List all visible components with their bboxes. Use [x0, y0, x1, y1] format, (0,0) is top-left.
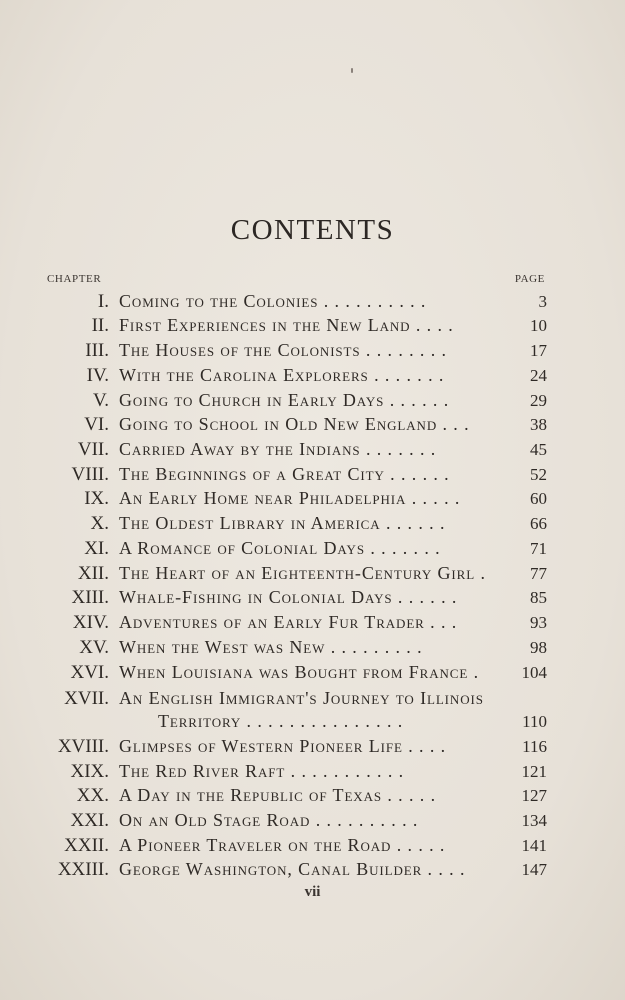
toc-entry [0, 635, 625, 660]
page-title: CONTENTS [230, 214, 395, 246]
chapter-title: A Pioneer Traveler on the Road . . . . . [119, 835, 446, 855]
page-number: 77 [530, 564, 547, 583]
chapter-title: An Early Home near Philadelphia . . . . . [119, 488, 461, 508]
page-number: 17 [530, 341, 547, 360]
chapter-number: XX. [76, 785, 109, 806]
chapter-title-continued: Territory . . . . . . . . . . . . . . . [158, 711, 404, 731]
toc-entry [0, 686, 625, 711]
toc-entry [0, 462, 625, 487]
page-number: 110 [522, 712, 547, 731]
page-number: 52 [530, 465, 547, 484]
chapter-title: Going to School in Old New England . . . [119, 414, 470, 434]
page-number: 141 [521, 836, 547, 855]
page-number: 24 [530, 366, 547, 385]
toc-entry [0, 561, 625, 586]
toc-entry [0, 808, 625, 833]
toc-entry [0, 511, 625, 536]
chapter-title: On an Old Stage Road . . . . . . . . . . [119, 810, 419, 830]
chapter-number: XXII. [64, 835, 109, 856]
chapter-number: XXIII. [57, 859, 109, 880]
chapter-title: Whale-Fishing in Colonial Days . . . . . . [119, 587, 458, 607]
page-number: 45 [530, 440, 547, 459]
chapter-number: VI. [84, 414, 109, 435]
chapter-title: The Houses of the Colonists . . . . . . . . [119, 340, 447, 360]
chapter-title: The Beginnings of a Great City . . . . . . [119, 464, 450, 484]
toc-entry [0, 437, 625, 462]
ink-speck [351, 68, 353, 73]
page-number: 121 [521, 762, 547, 781]
chapter-title: The Heart of an Eighteenth-Century Girl . [119, 563, 486, 583]
chapter-number: IX. [84, 488, 109, 509]
chapter-number: XVIII. [57, 736, 109, 757]
chapter-title: A Day in the Republic of Texas . . . . . [119, 785, 436, 805]
chapter-number: V. [92, 390, 109, 411]
page-number: 29 [530, 391, 547, 410]
page-number: 71 [530, 539, 547, 558]
chapter-title: Going to Church in Early Days . . . . . . [119, 390, 450, 410]
chapter-number: XIV. [72, 612, 109, 633]
page-number: 98 [530, 638, 547, 657]
chapter-number: VIII. [71, 464, 109, 485]
chapter-title: Glimpses of Western Pioneer Life . . . . [119, 736, 447, 756]
chapter-number: XI. [84, 538, 109, 559]
chapter-number: II. [91, 315, 109, 336]
toc-entry [0, 783, 625, 808]
chapter-title: The Oldest Library in America . . . . . . [119, 513, 446, 533]
chapter-number: VII. [77, 439, 109, 460]
chapter-number: XIX. [70, 761, 109, 782]
toc-entry [0, 486, 625, 511]
chapter-number: I. [97, 291, 109, 312]
chapter-title: A Romance of Colonial Days . . . . . . . [119, 538, 441, 558]
toc-entry [0, 388, 625, 413]
chapter-title: The Red River Raft . . . . . . . . . . . [119, 761, 405, 781]
toc-entry [0, 363, 625, 388]
toc-entry [0, 338, 625, 363]
toc-entry [0, 857, 625, 882]
toc-entry [0, 536, 625, 561]
chapter-title: George Washington, Canal Builder . . . . [119, 859, 466, 879]
page-number: 10 [530, 316, 547, 335]
page-number: 147 [521, 860, 547, 879]
chapter-number: XVII. [64, 688, 109, 709]
toc-entry [0, 660, 625, 685]
page-number: 60 [530, 489, 547, 508]
page-number: 127 [521, 786, 547, 805]
page-column-header: PAGE [514, 273, 545, 285]
toc-entry [0, 759, 625, 784]
toc-entry [0, 289, 625, 314]
page-number: 116 [522, 737, 547, 756]
toc-entry [0, 412, 625, 437]
page-number: 3 [538, 292, 547, 311]
chapter-title: When the West was New . . . . . . . . . [119, 637, 423, 657]
chapter-title: With the Carolina Explorers . . . . . . . [119, 365, 445, 385]
toc-entry-continuation [0, 709, 625, 734]
chapter-title: First Experiences in the New Land . . . . [119, 315, 454, 335]
chapter-number: XII. [77, 563, 109, 584]
chapter-number: XV. [79, 637, 109, 658]
chapter-title: Adventures of an Early Fur Trader . . . [119, 612, 458, 632]
toc-entry [0, 610, 625, 635]
toc-entry [0, 313, 625, 338]
chapter-title: Coming to the Colonies . . . . . . . . . . [119, 291, 427, 311]
page-number: 38 [530, 415, 547, 434]
toc-entry [0, 734, 625, 759]
toc-entry [0, 585, 625, 610]
chapter-number: XVI. [70, 662, 109, 683]
chapter-title: An English Immigrant's Journey to Illinois [119, 688, 484, 708]
page-number: 85 [530, 588, 547, 607]
page-number: 104 [521, 663, 547, 682]
chapter-number: III. [85, 340, 109, 361]
chapter-title: Carried Away by the Indians . . . . . . . [119, 439, 437, 459]
chapter-number: IV. [86, 365, 109, 386]
page-number: 66 [530, 514, 547, 533]
page-number: 93 [530, 613, 547, 632]
chapter-number: XIII. [71, 587, 109, 608]
chapter-number: X. [90, 513, 109, 534]
page-folio: vii [304, 884, 321, 900]
chapter-column-header: CHAPTER [47, 273, 102, 285]
chapter-title: When Louisiana was Bought from France . [119, 662, 479, 682]
chapter-number: XXI. [70, 810, 109, 831]
toc-entry [0, 833, 625, 858]
page-number: 134 [521, 811, 547, 830]
